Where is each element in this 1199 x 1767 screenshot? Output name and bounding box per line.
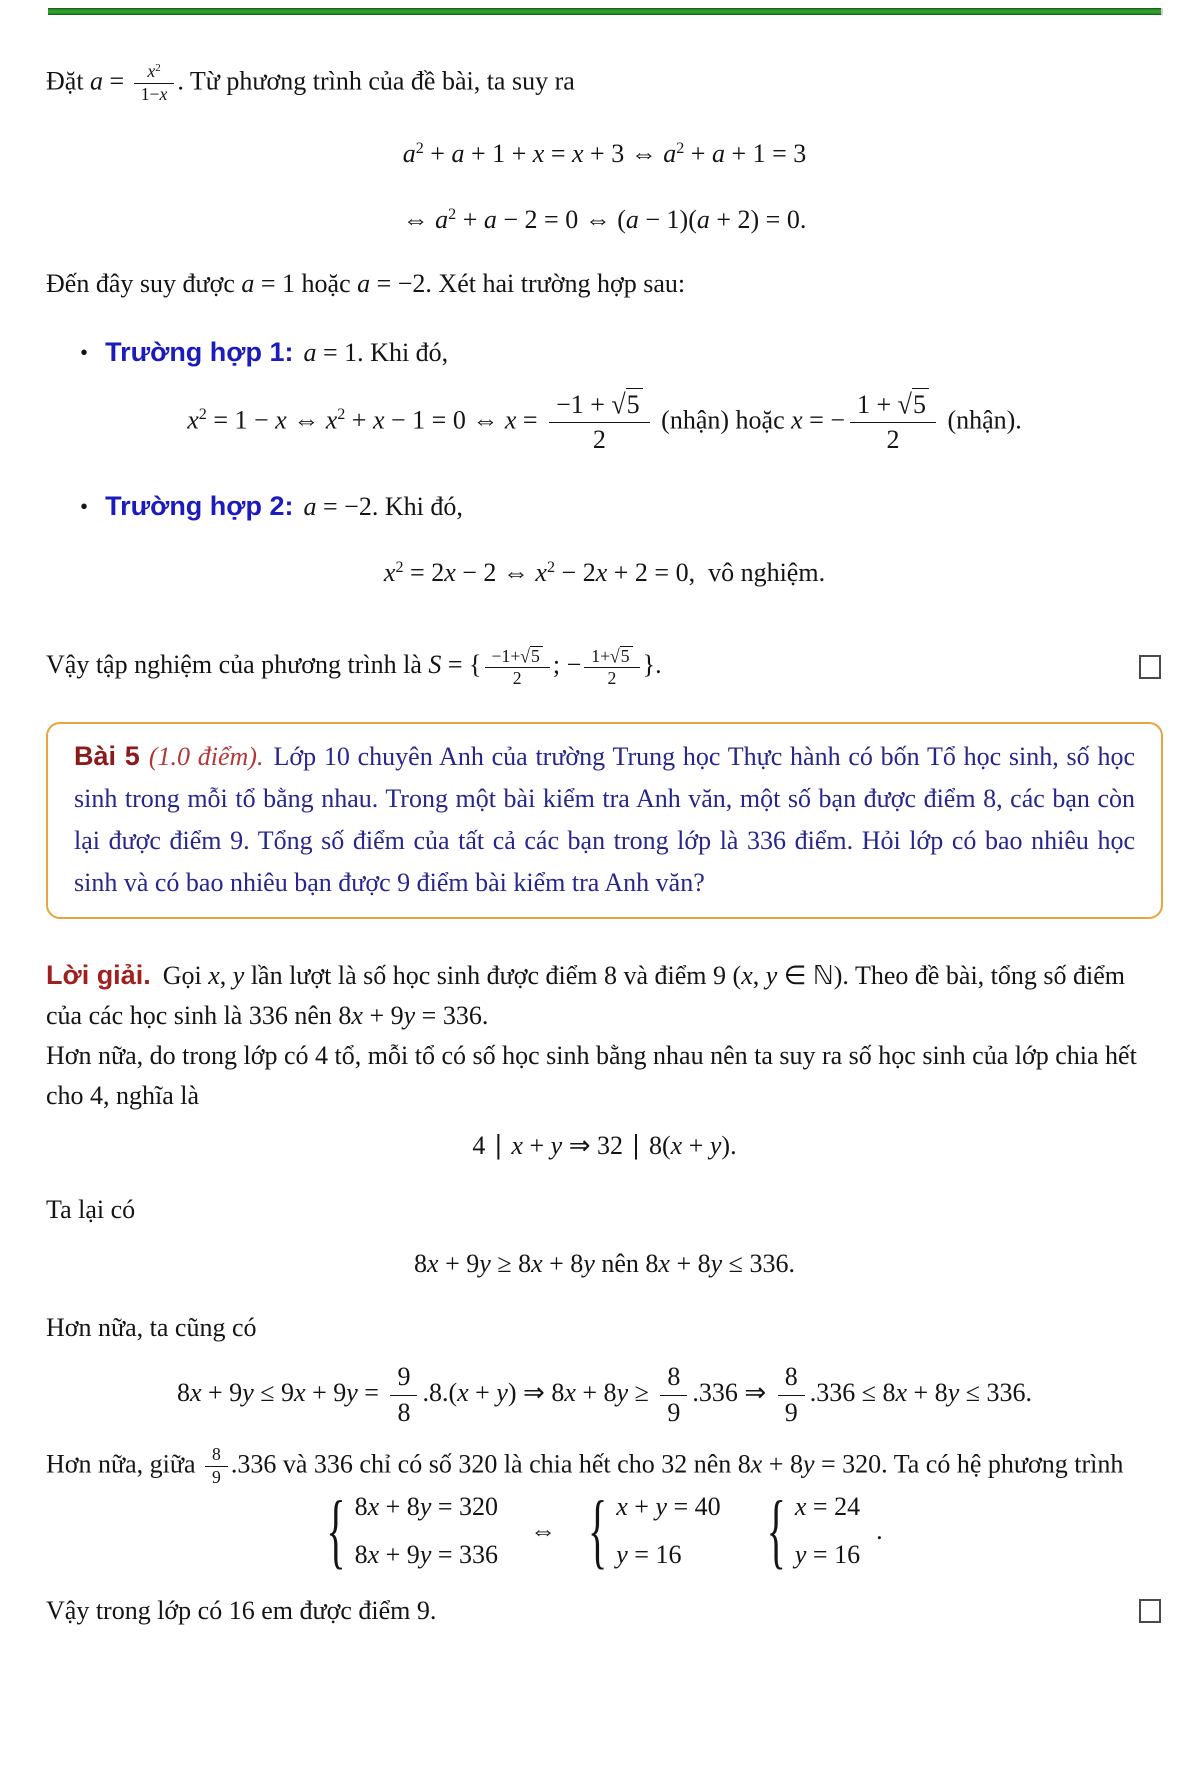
system-equation: y = 16 bbox=[616, 1539, 682, 1569]
solution-paragraph-2: Hơn nữa, do trong lớp có 4 tổ, mỗi tổ có số học sinh bằng nhau nên ta suy ra số học sinh của lớp chia hết cho 4, nghĩa là bbox=[46, 1041, 1137, 1111]
case-1-text: a = 1. Khi đó, bbox=[303, 337, 449, 367]
solution-label: Lời giải. bbox=[46, 960, 151, 991]
final-text: Vậy trong lớp có 16 em được điểm 9. bbox=[46, 1595, 437, 1625]
top-green-rule bbox=[48, 8, 1163, 15]
equation-inequality-1: 8x + 9y ≥ 8x + 8y nên 8x + 8y ≤ 336. bbox=[414, 1249, 795, 1279]
intro-paragraph: Đặt a = $\frac{x^2}{1-x}$ . Từ phương trình của đề bài, ta suy ra bbox=[46, 61, 575, 104]
equation-divisibility: 4 ∣ x + y ⇒ 32 ∣ 8(x + y). bbox=[472, 1131, 737, 1161]
bullet-icon: • bbox=[80, 339, 89, 365]
solution-paragraph-1 bbox=[46, 955, 1163, 1036]
system-equation: 8x + 8y = 320 bbox=[354, 1491, 499, 1521]
equation-system bbox=[46, 1482, 1163, 1577]
left-brace-icon: { bbox=[326, 1482, 346, 1577]
system-equation: x + y = 40 bbox=[616, 1491, 721, 1521]
equation-case-1: $x^2 = 1 - x$ ⇔ $x^2 + x - 1 = 0$ ⇔ x = $\frac{-1 + √5}{2}$ (nhận) hoặc x = − $\frac{1 + √5}{2}$ (nhận). bbox=[46, 387, 1163, 458]
system-group-2 bbox=[588, 1482, 721, 1577]
system-equation: 8x + 9y = 336 bbox=[354, 1539, 499, 1569]
problem-body: Lớp 10 chuyên Anh của trường Trung học Thực hành có bốn Tổ học sinh, số học sinh trong mỗi tổ bằng nhau. Trong một bài kiểm tra Anh văn, một số bạn được điểm 8, các bạn còn lại được điểm 9. Tổng số điểm của tất cả các bạn trong lớp là 336 điểm. Hỏi lớp có bao nhiêu học sinh và có bao nhiêu bạn được 9 điểm bài kiểm tra Anh văn? bbox=[74, 742, 1135, 898]
qed-square bbox=[1139, 655, 1161, 679]
case-2-text: a = −2. Khi đó, bbox=[303, 491, 463, 521]
case-1-item bbox=[80, 332, 1163, 373]
final-paragraph bbox=[46, 1591, 1163, 1631]
problem-label: Bài 5 bbox=[74, 741, 140, 772]
solution-set-paragraph bbox=[46, 645, 1163, 691]
solution-paragraph-3: Ta lại có bbox=[46, 1195, 136, 1225]
solution-paragraph-5: Hơn nữa, giữa $\frac{8}{9}$ .336 và 336 chỉ có số 320 là chia hết cho 32 nên 8x + 8y = 320. Ta có hệ phương trình bbox=[46, 1444, 1124, 1487]
iff-symbol: ⇔ bbox=[530, 1515, 557, 1545]
solution-paragraph-1-text: Gọi x, y lần lượt là số học sinh được điểm 8 và điểm 9 (x, y ∈ ℕ). Theo đề bài, tổng số điểm của các học sinh là 336 nên 8x + 9y = 336. bbox=[46, 961, 1125, 1031]
case-2-item bbox=[80, 486, 1163, 527]
system-period: . bbox=[876, 1515, 883, 1545]
system-group-1 bbox=[326, 1482, 499, 1577]
document-page bbox=[0, 8, 1199, 1631]
problem-box bbox=[46, 722, 1163, 919]
equation-substitution-2: ⇔ $a^2 + a - 2 = 0$ ⇔ (a − 1)(a + 2) = 0. bbox=[402, 204, 807, 234]
system-equation: x = 24 bbox=[794, 1491, 861, 1521]
equation-case-2: $x^2 = 2x - 2$ ⇔ $x^2 - 2x + 2 = 0$, vô nghiệm. bbox=[383, 557, 826, 587]
left-brace-icon: { bbox=[588, 1482, 608, 1577]
left-brace-icon: { bbox=[766, 1482, 786, 1577]
solution-paragraph-4: Hơn nữa, ta cũng có bbox=[46, 1313, 257, 1343]
system-group-3 bbox=[766, 1482, 861, 1577]
equation-inequality-2: 8x + 9y ≤ 9x + 9y = $\frac{9}{8}$ .8.(x + y) ⇒ 8x + 8y ≥ $\frac{8}{9}$ .336 ⇒ $\frac{8}{9}$ .336 ≤ 8x + 8y ≤ 336. bbox=[46, 1360, 1163, 1430]
case-2-label: Trường hợp 2: bbox=[105, 490, 294, 521]
bullet-icon: • bbox=[80, 493, 89, 519]
qed-square bbox=[1139, 1599, 1161, 1623]
problem-score: (1.0 điểm). bbox=[148, 742, 264, 772]
case-1-label: Trường hợp 1: bbox=[105, 336, 294, 367]
deduce-paragraph: Đến đây suy được a = 1 hoặc a = −2. Xét hai trường hợp sau: bbox=[46, 268, 686, 298]
equation-substitution-1: $a^2 + a + 1 + x = x + 3$ ⇔ $a^2 + a + 1 = 3$ bbox=[402, 138, 807, 168]
system-equation: y = 16 bbox=[794, 1539, 861, 1569]
solution-set-text: Vậy tập nghiệm của phương trình là S = { $\frac{-1+√5}{2}$ ; − $\frac{1+√5}{2}$ }. bbox=[46, 644, 662, 689]
